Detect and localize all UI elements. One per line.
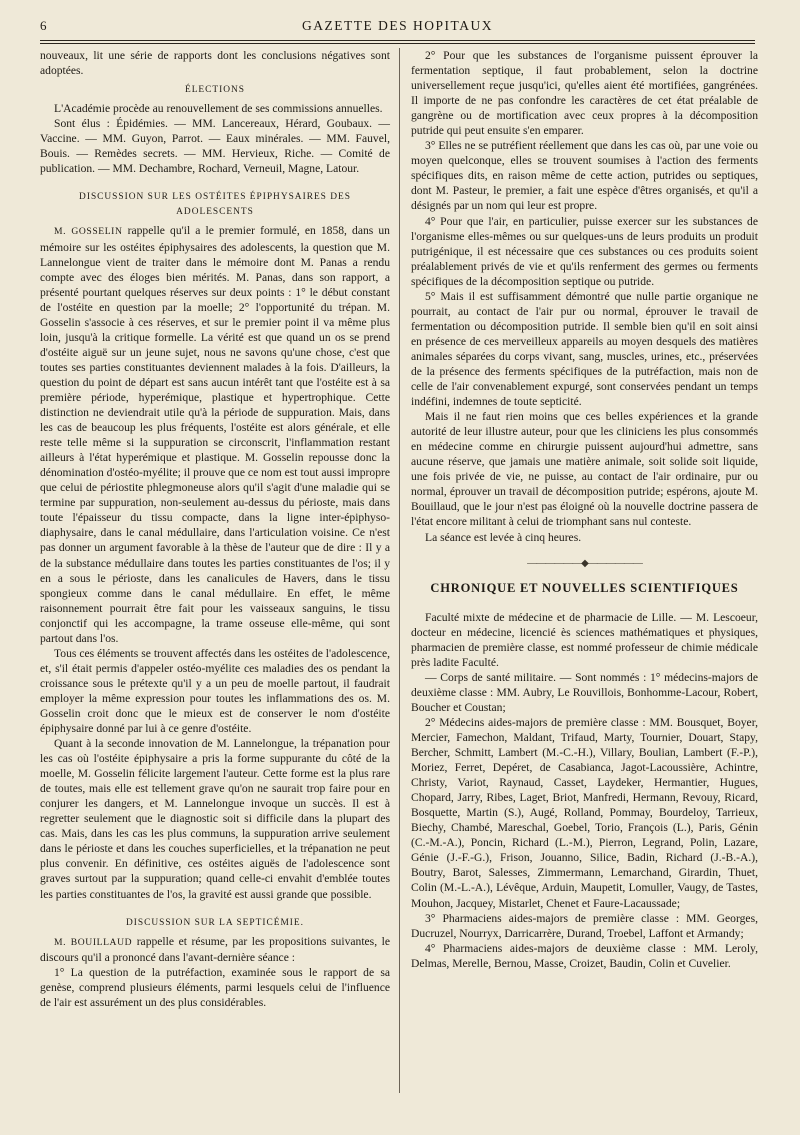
speaker-gosselin: M. GOSSELIN (54, 226, 123, 238)
chronique-pharmaciens-2: 4° Pharmaciens aides-majors de deuxième classe : MM. Leroly, Delmas, Merelle, Bernou, Masse, Croizet, Baudin, Colin et Cuvelier. (411, 941, 758, 970)
journal-title: GAZETTE DES HOPITAUX (302, 18, 493, 33)
chronique-heading: CHRONIQUE ET NOUVELLES SCIENTIFIQUES (430, 580, 739, 595)
conclusion-paragraph: Mais il ne faut rien moins que ces belles expériences et la grande autorité de leur illustre auteur, pour que les cliniciens les plus consommés en médecine comme en chirurgie puissent aujourd'hui admettre, sans aucune réserve, que jamais une matière animale, soit solide soit liquide, une fois privée de vie, ne puisse, au contact de l'air ordinaire, pur ou normal, éprouver un travail de décomposition putride; espérons, ajoute M. Bouillaud, que le jour n'est pas éloigné où la nouvelle doctrine passera de l'état encore militant à celui de triomphant sans nul conteste. (411, 410, 758, 529)
septicemie-paragraph-1: M. BOUILLAUD rappelle et résume, par les propositions suivantes, le discours qu'il a prononcé dans l'avant-dernière séance : (40, 934, 391, 964)
header-rule-top (40, 40, 755, 41)
chronique-corps-sante: — Corps de santé militaire. — Sont nommés : 1° médecins-majors de deuxième classe : MM. Aubry, Le Rouvillois, Bonhomme-Lacour, Robert, Boucher et Coustan; (411, 670, 758, 714)
osteites-paragraph-3: Quant à la seconde innovation de M. Lannelongue, la trépanation pour les cas où l'ostéite épiphysaire a pris la forme suppurante du côté de la moelle, M. Gosselin félicite largement l'auteur. Cette forme est la plus rare de toutes, mais elle est tellement grave qu'on ne saurait trop faire pour en conjurer les dangers, et M. Lannelongue invoque un succès. Il est à regretter seulement que le diagnostic soit si difficile dans la plupart des cas. Mais, dans les cas les plus communs, la suppuration arrive seulement dans le périoste et dans les couches superficielles, et la trépanation ne peut plus convenir. En définitive, ces ostéites aiguës de l'adolescence sont graves surtout par la suppuration; quand celle-ci envahit d'emblée toutes les parties constituantes de l'os, la gravité est aussi grande que possible. (40, 737, 390, 901)
osteites-paragraph-2: Tous ces éléments se trouvent affectés dans les ostéites de l'adolescence, et, s'il était permis d'appeler ostéo-myélite ces maladies des os pendant la croissance sous le prétexte qu'il y a un peu de moelle partout, il faudrait employer la même expression pour toutes les inflammations des os. M. Gosselin croit donc que le mieux est de conserver le nom d'ostéite épiphysaire donné par lui à ce genre d'ostéite. (40, 646, 390, 736)
column-divider (399, 48, 400, 1093)
osteites-paragraph-1: M. GOSSELIN rappelle qu'il a le premier formulé, en 1858, dans un mémoire sur les ostéites épiphysaires des adolescents, la question que M. Lannelongue vient de traiter dans le mémoire dont M. Panas a rendu compte avec des éloges bien mérités. M. Panas, dans son rapport, a présenté pourtant quelques réserves sur deux points : 1° le début constant de l'ostéite en question par la moelle; 2° l'opportunité du trépan. M. Gosselin s'associe à ces réserves, et sur le premier point il va même plus loin, jusqu'à la critique formelle. La vérité est que quand un os se prend d'ostéite aiguë sur un jeune sujet, nous ne savons qu'une chose, c'est que toutes ses parties constituantes deviennent malades à la fois. D'ailleurs, la question du point de départ est sans aucun intérêt tant que l'ostéite est à sa première période, hyperémique, plastique et hypertrophique. Cette distinction ne deviendrait utile qu'à la période de suppuration. Mais, dans les cas de beaucoup les plus fréquents, l'ostéite est alors générale, et elle reste telle même si la suppuration se circonscrit, l'inflammation restant ailleurs à l'état hyperémique et plastique. M. Gosselin repousse donc la dénomination d'ostéo-myélite; il prouve que ce nom est tout aussi impropre que celui de périostite phlegmoneuse alors qu'il s'agit d'une maladie qui se termine par suppuration, non-seulement au-dessus du périoste, mais dans toute l'épaisseur du tissu compacte, dans la ligne inter-épiphyso-diaphysaire, dans le canal médullaire, dans l'articulation voisine. Ce n'est pas donner un argument favorable à la thèse de l'auteur que de dire : Il y a de la substance médullaire dans toutes les parties constituantes de l'os; il y en a sous le périoste, dans les canalicules de Havers, dans le tissu spongieux comme dans le canal médullaire. En effet, le même raisonnement pourrait être fait pour les vaisseaux sanguins, le tissu conjonctif qui les accompagne, la trame osseuse elle-même, qui sont partout dans l'os. (40, 224, 390, 645)
septicemie-paragraph-2: 1° La question de la putréfaction, examinée sous le rapport de sa genèse, comprend plusieurs éléments, parmi lesquels celui de l'influence de l'air est assurément un des plus considérables. (40, 965, 390, 1009)
elections-list: Sont élus : Épidémies. — MM. Lancereaux, Hérard, Goubaux. — Vaccine. — MM. Guyon, Parrot. — Eaux minérales. — MM. Fauvel, Bouis. — Remèdes secrets. — MM. Hervieux, Riche. — Comité de publication. — MM. Dechambre, Rochard, Verneuil, Magne, Latour. (40, 117, 390, 176)
osteites-heading: DISCUSSION SUR LES OSTÉITES ÉPIPHYSAIRES DES ADOLESCENTS (79, 192, 351, 218)
left-column (40, 48, 390, 1010)
page-number: 6 (40, 18, 47, 33)
section-separator: ——————◆—————— (527, 557, 642, 569)
elections-heading: ÉLECTIONS (184, 85, 246, 96)
elections-paragraph: L'Académie procède au renouvellement de ses commissions annuelles. (54, 102, 383, 116)
page-header (40, 16, 755, 40)
proposition-4: 4° Pour que l'air, en particulier, puisse exercer sur les substances de l'organisme elles-mêmes ou sur quelques-uns de leurs produits un produit putrigénique, il est nécessaire que ces substances ou ces produits soient préalablement privés de vie et qu'ils renferment des germes ou ferments spécifiques de la décomposition septique ou putride. (411, 214, 758, 288)
seance-closing: La séance est levée à cinq heures. (425, 530, 582, 544)
septicemie-heading: DISCUSSION SUR LA SEPTICÉMIE. (126, 917, 304, 928)
proposition-3: 3° Elles ne se putréfient réellement que dans les cas où, par une voie ou moyen quelconque, elles se trouvent soumises à l'action des ferments spécifiques dits, en raison même de cette action, putrides ou septiques, dont M. Pasteur, le premier, a fait une espèce d'êtres organisés, et qu'il a désignés par un nom qui leur est propre. (411, 139, 758, 213)
intro-paragraph: nouveaux, lit une série de rapports dont les conclusions négatives sont adoptées. (40, 49, 390, 78)
header-rule-bottom (40, 43, 755, 44)
right-column (411, 48, 758, 971)
proposition-2: 2° Pour que les substances de l'organisme puissent éprouver la fermentation septique, il faut probablement, selon la doctrine universellement reçue jusqu'ici, qu'elles aient été mortifiées, gangrénées. Il importe de ne pas confondre les caractères de cet état préalable de gangrène ou de mortification avec ceux propres à la décomposition putride qui peut ensuite s'en emparer. (411, 49, 758, 138)
speaker-bouillaud: M. BOUILLAUD (54, 936, 133, 948)
proposition-5: 5° Mais il est suffisamment démontré que nulle partie organique ne pourrait, au contact de l'air pur ou normal, éprouver le travail de fermentation ou décomposition putride. Il semble bien qu'il en soit ainsi en présence de ces merveilleux appareils au moyen desquels des matières animales séparées du corps vivant, sang, muscles, urines, etc., préservées de la présence des ferments spécifiques de la putréfaction, mais non de celle de l'air convenablement expurgé, sont conservées pendant un temps indéfini, indemnes de toute septicité. (411, 289, 758, 409)
chronique-lille: Faculté mixte de médecine et de pharmacie de Lille. — M. Lescoeur, docteur en médecine, licencié ès sciences mathématiques et physiques, pharmacien de première classe, est nommé professeur de chimie médicale près ladite Faculté. (411, 610, 758, 669)
chronique-pharmaciens-1: 3° Pharmaciens aides-majors de première classe : MM. Georges, Ducruzel, Nourryx, Darricarrère, Durand, Troebel, Laffont et Armandy; (411, 911, 758, 940)
chronique-aides-majors: 2° Médecins aides-majors de première classe : MM. Bousquet, Boyer, Mercier, Famechon, Maldant, Trifaud, Marty, Tournier, Douart, Stapy, Bercher, Schmitt, Lambert (M.-C.-H.), Villary, Boulian, Lambert (F.-P.), Moriez, Ferret, Depéret, de Casabianca, Jagot-Lacoussière, Achintre, Christy, Variot, Raynaud, Casset, Laydeker, Hermantier, Hugues, Chopard, Jarry, Ribes, Laget, Briot, Manfredi, Hermann, Revouy, Ricard, Bosquette, Martin (S.), Augé, Rolland, Pommay, Bourdeloy, Tarrieux, Biechy, Chambé, Mareschal, Goebel, Torio, François (L.), Paris, Génin (C.-M.-A.), Poncin, Richard (L.-M.), Pierron, Legrand, Polin, Lazare, Génie (J.-F.-G.), Frison, Jouanno, Silice, Badin, Richard (J.-B.-A.), Boutry, Barot, Salesses, Zimmermann, Lemarchand, Girardin, Thuet, Colin (M.-L.-A.), Lévêque, Arduin, Maupetit, Lomuller, Vaugy, de Tastes, Mouhon, Jacquey, Mistarlet, Chenet et Faure-Lacaussade; (411, 715, 758, 910)
